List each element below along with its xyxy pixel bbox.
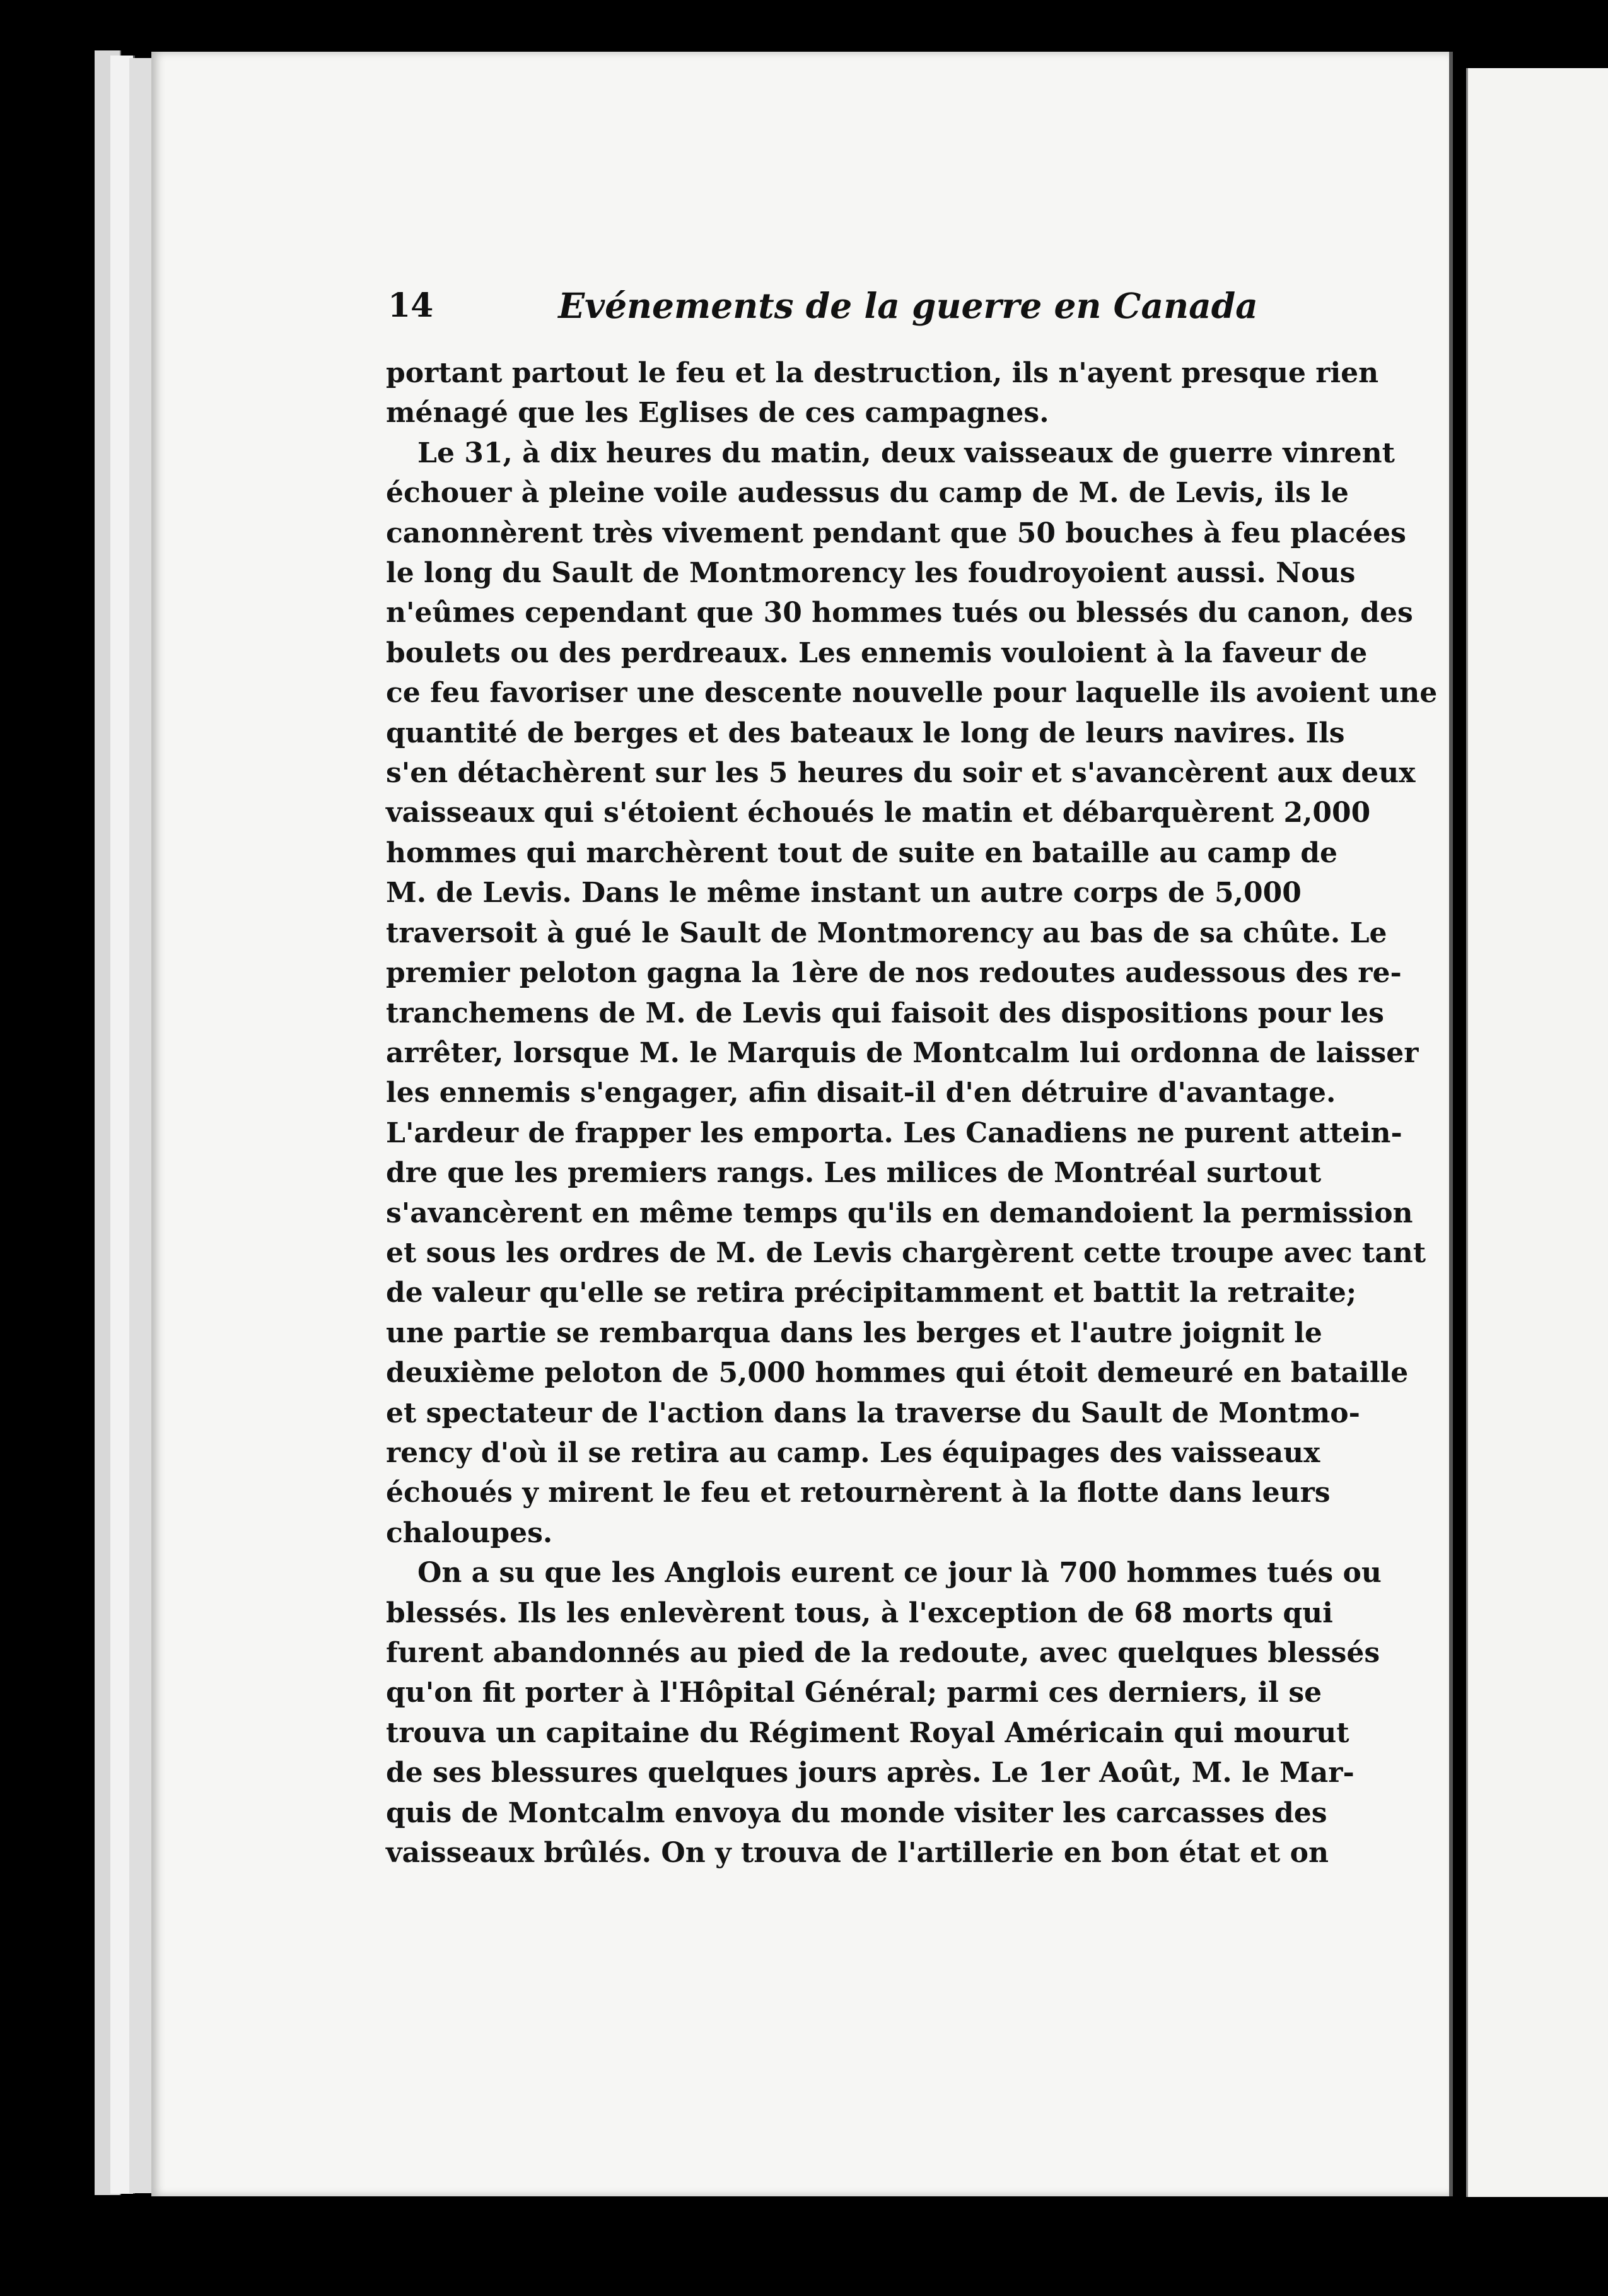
text-line: échouer à pleine voile audessus du camp de M. de Levis, ils le xyxy=(386,477,1349,510)
text-line: une partie se rembarqua dans les berges et l'autre joignit le xyxy=(386,1316,1322,1349)
text-line: boulets ou des perdreaux. Les ennemis vouloient à la faveur de xyxy=(386,636,1368,669)
text-line: hommes qui marchèrent tout de suite en bataille au camp de xyxy=(386,836,1338,869)
text-line: Le 31, à dix heures du matin, deux vaisseaux de guerre vinrent xyxy=(417,436,1395,469)
text-line: trouva un capitaine du Régiment Royal Américain qui mourut xyxy=(386,1716,1349,1749)
text-line: qu'on fit porter à l'Hôpital Général; parmi ces derniers, il se xyxy=(386,1677,1322,1709)
paragraph xyxy=(386,1553,1382,1873)
page-number: 14 xyxy=(388,286,434,325)
text-line: rency d'où il se retira au camp. Les équipages des vaisseaux xyxy=(386,1436,1320,1469)
text-line: blessés. Ils les enlevèrent tous, à l'exception de 68 morts qui xyxy=(386,1596,1333,1629)
text-line: tranchemens de M. de Levis qui faisoit des dispositions pour les xyxy=(386,997,1384,1029)
text-line: et spectateur de l'action dans la traverse du Sault de Montmo- xyxy=(386,1397,1360,1429)
text-line: s'avancèrent en même temps qu'ils en demandoient la permission xyxy=(386,1197,1413,1229)
text-line: vaisseaux qui s'étoient échoués le matin et débarquèrent 2,000 xyxy=(386,797,1371,829)
text-line: On a su que les Anglois eurent ce jour là 700 hommes tués ou xyxy=(417,1557,1382,1590)
text-line: furent abandonnés au pied de la redoute, avec quelques blessés xyxy=(386,1637,1380,1669)
text-line: canonnèrent très vivement pendant que 50 bouches à feu placées xyxy=(386,517,1406,549)
text-line: vaisseaux brûlés. On y trouva de l'artillerie en bon état et on xyxy=(386,1837,1329,1870)
text-line: le long du Sault de Montmorency les foudroyoient aussi. Nous xyxy=(386,557,1356,590)
text-line: M. de Levis. Dans le même instant un autre corps de 5,000 xyxy=(386,877,1302,910)
text-line: deuxième peloton de 5,000 hommes qui étoit demeuré en bataille xyxy=(386,1357,1409,1390)
text-line: arrêter, lorsque M. le Marquis de Montcalm lui ordonna de laisser xyxy=(386,1036,1419,1069)
text-line: de valeur qu'elle se retira précipitamment et battit la retraite; xyxy=(386,1277,1357,1309)
paragraph xyxy=(386,433,1438,1553)
text-line: n'eûmes cependant que 30 hommes tués ou blessés du canon, des xyxy=(386,597,1413,630)
text-line: traversoit à gué le Sault de Montmorency au bas de sa chûte. Le xyxy=(386,917,1387,949)
text-line: portant partout le feu et la destruction, ils n'ayent presque rien xyxy=(386,357,1379,389)
text-line: chaloupes. xyxy=(386,1516,553,1549)
page-header xyxy=(388,281,1271,331)
text-line: échoués y mirent le feu et retournèrent à la flotte dans leurs xyxy=(386,1477,1331,1509)
page-gutter xyxy=(1449,52,1453,2196)
running-title: Evénements de la guerre en Canada xyxy=(558,285,1258,326)
text-line: ce feu favoriser une descente nouvelle pour laquelle ils avoient une xyxy=(386,677,1438,710)
text-line: et sous les ordres de M. de Levis chargèrent cette troupe avec tant xyxy=(386,1236,1426,1269)
text-line: s'en détachèrent sur les 5 heures du soir et s'avancèrent aux deux xyxy=(386,757,1416,790)
body-text xyxy=(386,353,1438,1873)
text-line: quis de Montcalm envoya du monde visiter les carcasses des xyxy=(386,1796,1327,1829)
text-line: dre que les premiers rangs. Les milices de Montréal surtout xyxy=(386,1157,1322,1190)
text-line: de ses blessures quelques jours après. Le 1er Août, M. le Mar- xyxy=(386,1757,1355,1789)
paragraph xyxy=(386,353,1379,433)
text-line: L'ardeur de frapper les emporta. Les Canadiens ne purent attein- xyxy=(386,1116,1402,1149)
text-line: les ennemis s'engager, afin disait-il d'en détruire d'avantage. xyxy=(386,1077,1336,1110)
text-line: premier peloton gagna la 1ère de nos redoutes audessous des re- xyxy=(386,957,1402,990)
facing-page-edge xyxy=(1466,68,1608,2197)
text-line: quantité de berges et des bateaux le long de leurs navires. Ils xyxy=(386,717,1345,749)
text-line: ménagé que les Eglises de ces campagnes. xyxy=(386,397,1049,430)
